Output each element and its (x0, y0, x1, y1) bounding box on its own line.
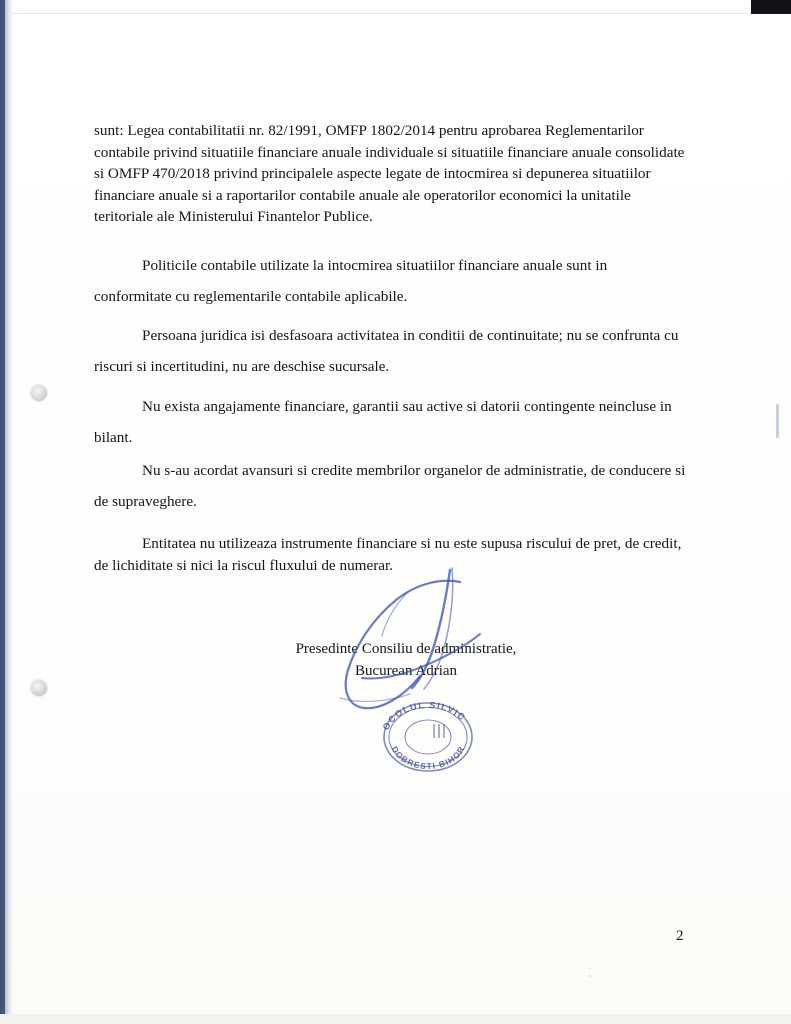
scan-top-black-corner (751, 0, 791, 14)
paragraph-accounting-policies: Politicile contabile utilizate la intocmirea situatiilor financiare anuale sunt in conformitate cu reglementarile contabile aplicabile. (94, 256, 608, 306)
stamp-inner-text: DOBRESTI BIHOR (389, 743, 467, 772)
paragraph-going-concern: Persoana juridica isi desfasoara activitatea in conditii de continuitate; nu se confrunta cu riscuri si incertitudini, nu are deschise sucursale. (94, 327, 679, 376)
stamp-outer-text: OCOLUL SILVIC (380, 699, 468, 732)
scan-edge-mark (776, 404, 779, 438)
scan-bottom-strip (0, 1014, 791, 1024)
paragraph-legal-basis: sunt: Legea contabilitatii nr. 82/1991, OMFP 1802/2014 pentru aprobarea Reglementarilor contabile privind situatiile financiare anuale individuale si situatiile financiare anuale consolidate si OMFP 470/2018 privind principalele aspecte legate de intocmirea si depunerea situatiilor financiare anuale si a raportarilor contabile anuale ale operatorilor economici la unitatile teritoriale ale Ministerului Finantelor Publice. (94, 122, 685, 226)
signatory-name: Bucurean Adrian (354, 662, 458, 679)
signature-block (94, 639, 688, 683)
punch-hole-bottom (31, 680, 47, 696)
page-number: 2 (676, 928, 684, 944)
scan-left-edge-dark (0, 0, 5, 1024)
signatory-title: Presedinte Consiliu de administratie, (295, 641, 517, 658)
paragraph-advances-credits: Nu s-au acordat avansuri si credite membrilor organelor de administratie, de conducere si de supraveghere. (94, 461, 686, 510)
scan-smudge-mark: ⁚ (588, 965, 593, 980)
paragraph-contingent-liabilities: Nu exista angajamente financiare, garantii sau active si datorii contingente neincluse in bilant. (94, 397, 672, 446)
scan-top-strip (13, 0, 751, 14)
punch-hole-top (31, 385, 47, 401)
document-body (94, 120, 688, 683)
paragraph-financial-instruments: Entitatea nu utilizeaza instrumente financiare si nu este supusa riscului de pret, de credit, de lichiditate si nici la riscul fluxului de numerar. (94, 535, 682, 575)
